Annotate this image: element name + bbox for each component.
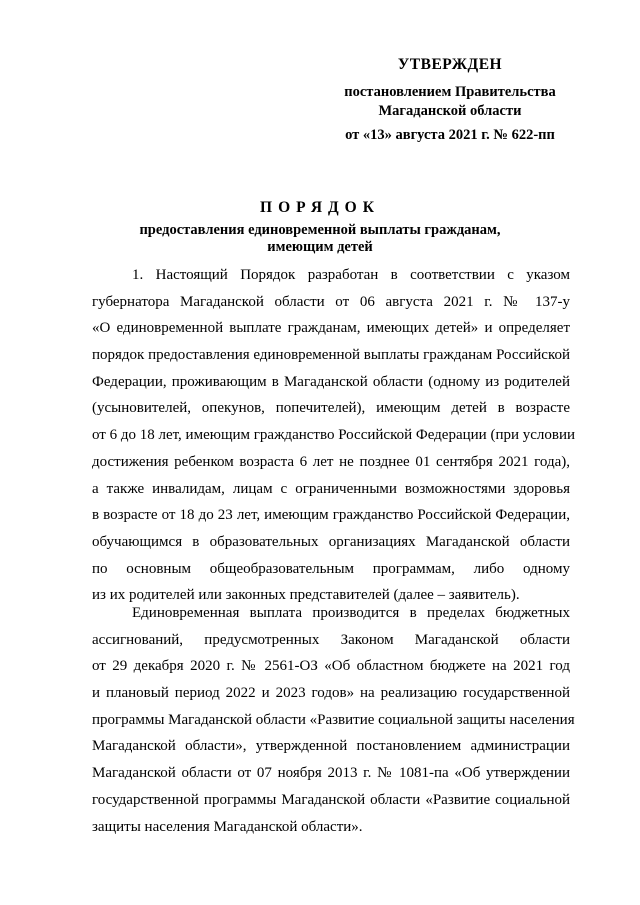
approval-line-2: Магаданской области	[378, 103, 522, 119]
paragraph-line: по основным общеобразовательным программам, либо одному	[92, 560, 570, 577]
approval-stamp	[300, 55, 600, 145]
paragraph-line: Единовременная выплата производится в пределах бюджетных	[132, 605, 570, 621]
paragraph-line: и плановый период 2022 и 2023 годов» на реализацию государственной	[92, 685, 570, 702]
paragraph-line: Магаданской области от 07 ноября 2013 г. № 1081-па «Об утверждении	[92, 765, 570, 782]
paragraph-line: губернатора Магаданской области от 06 августа 2021 г. № 137-у	[92, 293, 570, 310]
paragraph-line: от 6 до 18 лет, имеющим гражданство Российской Федерации (при условии	[92, 427, 576, 444]
paragraph-line: обучающимся в образовательных организациях Магаданской области	[92, 533, 570, 550]
paragraph-line: программы Магаданской области «Развитие социальной защиты населения	[92, 711, 575, 728]
paragraph-line: а также инвалидам, лицам с ограниченными возможностями здоровья	[92, 480, 570, 497]
document-title-sub-2: имеющим детей	[267, 239, 373, 255]
paragraph-line: порядок предоставления единовременной выплаты гражданам Российской	[92, 347, 570, 364]
approval-line-1: постановлением Правительства	[344, 84, 556, 100]
document-title-main: ПОРЯДОК	[260, 199, 380, 216]
paragraph-line: из их родителей или законных представителей (далее – заявитель).	[92, 587, 520, 604]
paragraph-line: защиты населения Магаданской области».	[92, 818, 363, 835]
paragraph-line: (усыновителей, опекунов, попечителей), имеющим детей в возрасте	[92, 400, 570, 417]
paragraph-2	[92, 600, 575, 840]
paragraph-line: ассигнований, предусмотренных Законом Магаданской области	[92, 631, 570, 648]
paragraph-line: «О единовременной выплате гражданам, имеющих детей» и определяет	[92, 320, 570, 337]
paragraph-1	[92, 262, 576, 609]
paragraph-line: Магаданской области», утвержденной постановлением администрации	[92, 738, 570, 755]
paragraph-line: от 29 декабря 2020 г. № 2561-ОЗ «Об областном бюджете на 2021 год	[92, 658, 570, 675]
approval-line-3: от «13» августа 2021 г. № 622-пп	[345, 127, 555, 143]
paragraph-line: Федерации, проживающим в Магаданской области (одному из родителей	[92, 373, 570, 390]
document-title	[60, 198, 580, 256]
paragraph-line: государственной программы Магаданской области «Развитие социальной	[92, 791, 570, 808]
paragraph-line: в возрасте от 18 до 23 лет, имеющим гражданство Российской Федерации,	[92, 507, 570, 524]
document-title-sub-1: предоставления единовременной выплаты гражданам,	[139, 222, 501, 238]
paragraph-line: достижения ребенком возраста 6 лет не позднее 01 сентября 2021 года),	[92, 453, 570, 470]
paragraph-line: 1. Настоящий Порядок разработан в соответствии с указом	[132, 267, 570, 283]
approval-title: УТВЕРЖДЕН	[397, 56, 503, 73]
